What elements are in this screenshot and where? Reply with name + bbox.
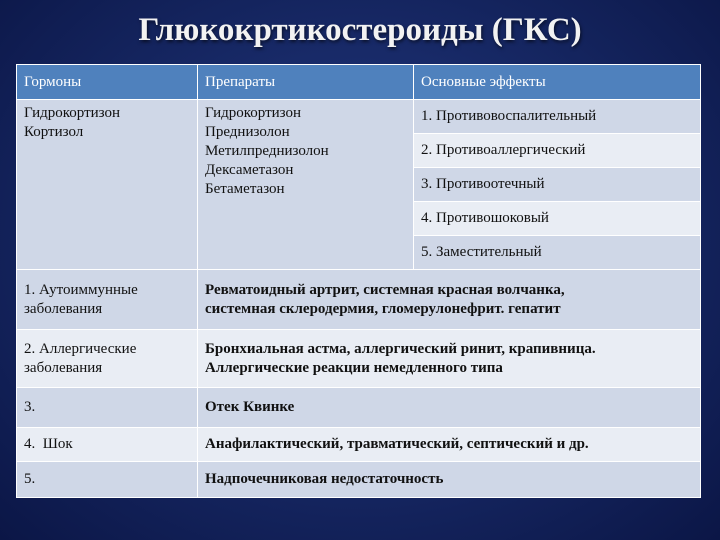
hormone-item: Гидрокортизон — [24, 105, 121, 121]
table-row — [17, 330, 701, 388]
indication-label: 4. Шок — [17, 428, 198, 462]
header-hormones: Гормоны — [17, 65, 198, 100]
header-drugs: Препараты — [198, 65, 414, 100]
table-header-row — [17, 65, 701, 100]
drug-item: Метилпреднизолон — [205, 143, 329, 159]
effect-cell: 2. Противоаллергический — [414, 134, 701, 168]
indication-label: 5. — [17, 462, 198, 498]
indication-text: Анафилактический, травматический, септический и др. — [198, 428, 701, 462]
table-row — [17, 270, 701, 330]
drug-item: Дексаметазон — [205, 162, 294, 178]
effect-cell: 4. Противошоковый — [414, 202, 701, 236]
effect-cell: 5. Заместительный — [414, 236, 701, 270]
page-title: Глюкокртикостероиды (ГКС) — [138, 12, 582, 48]
drug-item: Гидрокортизон — [205, 105, 302, 121]
indication-text: Надпочечниковая недостаточность — [198, 462, 701, 498]
indication-text: Бронхиальная астма, аллергический ринит, крапивница. Аллергические реакции немедленного типа — [198, 330, 701, 388]
indication-label: 3. — [17, 388, 198, 428]
effect-cell: 3. Противоотечный — [414, 168, 701, 202]
drug-item: Преднизолон — [205, 124, 290, 140]
header-effects: Основные эффекты — [414, 65, 701, 100]
drugs-cell — [198, 100, 414, 270]
indication-label: 1. Аутоиммунные заболевания — [17, 270, 198, 330]
indication-text: Ревматоидный артрит, системная красная волчанка, системная склеродермия, гломерулонефрит. гепатит — [198, 270, 701, 330]
gks-table — [16, 64, 701, 498]
table-row — [17, 428, 701, 462]
table-row — [17, 100, 701, 134]
indication-text: Отек Квинке — [198, 388, 701, 428]
effect-cell: 1. Противовоспалительный — [414, 100, 701, 134]
indication-label: 2. Аллергические заболевания — [17, 330, 198, 388]
hormone-item: Кортизол — [24, 124, 84, 140]
table-row — [17, 462, 701, 498]
table-row — [17, 388, 701, 428]
hormones-cell — [17, 100, 198, 270]
drug-item: Бетаметазон — [205, 181, 285, 197]
